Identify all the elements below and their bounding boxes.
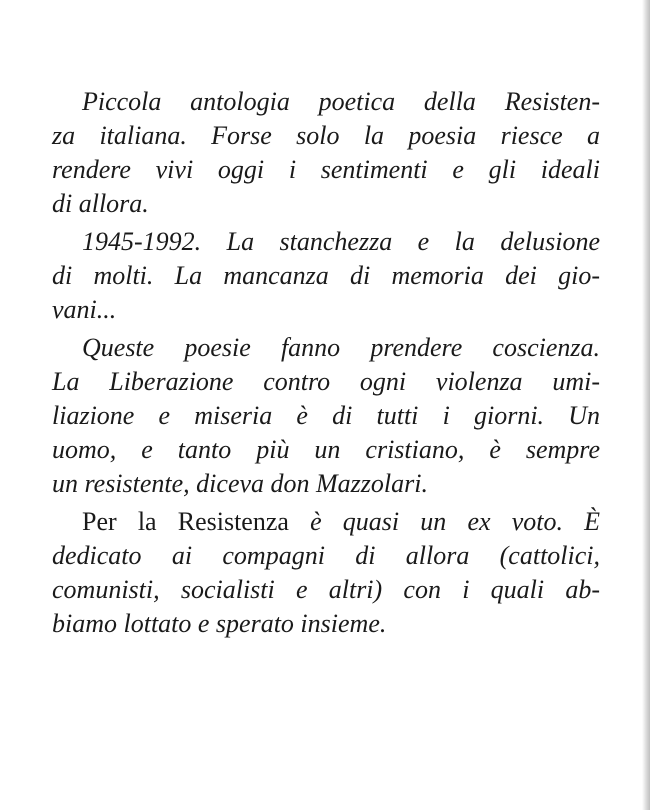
- text-line: za italiana. Forse solo la poesia riesce a: [52, 121, 600, 150]
- page-edge-shadow: [642, 0, 650, 810]
- text-line: biamo lottato e sperato insieme.: [52, 609, 387, 638]
- text-line: Piccola antologia poetica della Resisten-: [82, 87, 600, 116]
- text-line: di molti. La mancanza di memoria dei gio-: [52, 261, 600, 290]
- text-line: rendere vivi oggi i sentimenti e gli ideali: [52, 155, 600, 184]
- text-line: 1945-1992. La stanchezza e la delusione: [82, 227, 600, 256]
- text-line: di allora.: [52, 189, 149, 218]
- text-line: [52, 505, 600, 539]
- paragraph-2: [52, 225, 600, 327]
- paragraph-4: [52, 505, 600, 641]
- text-line: La Liberazione contro ogni violenza umi-: [52, 367, 600, 396]
- text-line: Queste poesie fanno prendere coscienza.: [82, 333, 600, 362]
- paragraph-1: [52, 85, 600, 221]
- text-line: uomo, e tanto più un cristiano, è sempre: [52, 435, 600, 464]
- text-line: dedicato ai compagni di allora (cattolici,: [52, 541, 600, 570]
- text-line: vani...: [52, 295, 117, 324]
- text-page: [52, 85, 600, 645]
- paragraph-3: [52, 331, 600, 501]
- text-line: comunisti, socialisti e altri) con i quali ab-: [52, 575, 600, 604]
- book-title-roman: Per la Resistenza: [82, 507, 311, 536]
- text-italic: è quasi un ex voto. È: [310, 507, 601, 536]
- text-line: un resistente, diceva don Mazzolari.: [52, 469, 428, 498]
- text-line: liazione e miseria è di tutti i giorni. Un: [52, 401, 600, 430]
